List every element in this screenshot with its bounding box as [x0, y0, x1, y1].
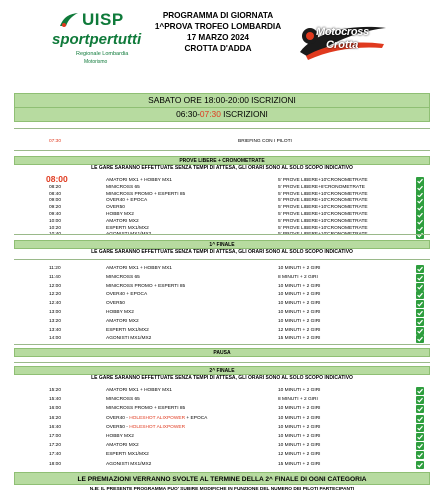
row-class-name: MINICROSS 65	[106, 274, 140, 280]
row-time: 08:40	[49, 191, 62, 197]
divider	[14, 344, 430, 345]
row-duration: 5' PROVE LIBERE+8'CRONOMETRATE	[278, 184, 365, 190]
program-disclaimer: N.B: IL PRESENTE PROGRAMMA PUO' SUBIRE MODIFICHE IN FUNZIONE DEL NUMERO DEI PILOTI PARTECIPANTI	[89, 487, 355, 492]
section-prove-libere: PROVE LIBERE + CRONOMETRATE	[14, 156, 430, 165]
row-time: 13:20	[49, 318, 62, 324]
row-duration: 10 MINUTI + 2 GIRI	[278, 406, 321, 412]
row-class-name: MINICROSS PROMO + ESPERTI 85	[106, 191, 186, 197]
schedule-row	[14, 230, 430, 240]
row-class-name: AGONISTI MX1/MX2	[106, 336, 152, 342]
row-class-name: ESPERTI MX1/MX2	[106, 225, 149, 231]
divider	[14, 259, 430, 260]
iscrizioni-sunday	[14, 107, 430, 122]
row-duration: 10 MINUTI + 2 GIRI	[278, 318, 321, 324]
check-icon	[416, 461, 424, 469]
iscr-time-end: 07:30	[199, 109, 221, 119]
row-class-name: AMATORI MX1 + HOBBY MX1	[106, 178, 172, 183]
briefing-text: BRIEFING CON I PILOTI	[238, 139, 292, 144]
schedule-row	[14, 334, 430, 344]
row-class-suffix: + EPOCA	[185, 415, 208, 421]
divider	[14, 362, 430, 363]
row-time: 13:40	[49, 327, 62, 333]
row-class-name: ESPERTI MX1/MX2	[106, 327, 149, 333]
check-icon	[416, 309, 424, 317]
notice-text: LE GARE SARANNO EFFETTUATE SENZA TEMPI DI ATTESA, GLI ORARI SONO AL SOLO SCOPO INDICATIVO	[91, 375, 353, 381]
briefing-time: 07:30	[49, 139, 62, 144]
row-class-name: HOBBY MX2	[106, 310, 134, 315]
row-class-holeshot: HOLESHOT ALIXPOWER	[129, 415, 186, 421]
row-duration: 10 MINUTI + 2 GIRI	[278, 424, 321, 430]
row-duration: 10 MINUTI + 2 GIRI	[278, 301, 321, 307]
check-icon	[416, 327, 424, 335]
row-duration: 10 MINUTI + 2 GIRI	[278, 283, 321, 289]
page-title	[148, 10, 288, 54]
check-icon	[416, 318, 424, 326]
briefing-row	[14, 137, 430, 147]
row-duration: 5' PROVE LIBERE+10'CRONOMETRATE	[278, 178, 368, 183]
row-class-name: HOBBY MX2	[106, 212, 134, 217]
row-class-name: AMATORI MX1 + HOBBY MX1	[106, 388, 172, 393]
row-class	[106, 334, 151, 344]
check-icon	[416, 231, 424, 239]
row-duration: 12 MINUTI + 2 GIRI	[278, 327, 321, 333]
title-line-1: PROGRAMMA DI GIORNATA	[162, 11, 274, 20]
row-class-name: AMATORI MX2	[106, 218, 139, 224]
row-duration: 8 MINUTI + 2 GIRI	[278, 397, 318, 403]
row-time: 17:40	[49, 452, 62, 458]
row-time: 09:00	[49, 198, 62, 204]
row-class-name: AMATORI MX1 + HOBBY MX1	[106, 266, 172, 271]
awards-notice: LE PREMIAZIONI VERRANNO SVOLTE AL TERMINE DELLA 2^ FINALE DI OGNI CATEGORIA	[14, 472, 430, 485]
row-class-name: AGONISTI MX1/MX2	[106, 461, 152, 467]
logo-text-motocross: Motocross	[316, 26, 369, 38]
uisp-flame-icon	[58, 12, 80, 28]
row-time: 12:40	[49, 301, 62, 307]
title-line-3: 17 MARZO 2024	[187, 33, 249, 42]
check-icon	[416, 265, 424, 273]
row-time: 12:00	[49, 283, 62, 289]
row-duration: 5' PROVE LIBERE+10'CRONOMETRATE	[278, 191, 368, 197]
row-time: 16:40	[49, 424, 62, 430]
row-duration: 10 MINUTI + 2 GIRI	[278, 443, 321, 449]
iscrizioni-saturday: SABATO ORE 18:00-20:00 ISCRIZIONI	[14, 93, 430, 108]
section-finale-1: 1^ FINALE	[14, 240, 430, 249]
row-class-name: AMATORI MX2	[106, 318, 139, 324]
row-class-name: MINICROSS PROMO + ESPERTI 85	[106, 406, 186, 412]
check-icon	[416, 387, 424, 395]
title-line-2: 1^PROVA TROFEO LOMBARDIA	[154, 22, 282, 31]
check-icon	[416, 300, 424, 308]
row-duration: 8 MINUTI + 2 GIRI	[278, 274, 318, 280]
row-class	[106, 230, 151, 240]
row-class-name: OVER40 -	[106, 415, 130, 421]
row-time: 15:40	[49, 397, 62, 403]
logo-text-crotta: Crotta	[326, 39, 359, 51]
row-duration: 5' PROVE LIBERE+10'CRONOMETRATE	[278, 198, 368, 204]
check-icon	[416, 442, 424, 450]
uisp-tagline: sportpertutti	[52, 31, 142, 48]
row-time: 16:00	[49, 406, 62, 412]
row-duration: 15 MINUTI + 2 GIRI	[278, 336, 321, 342]
row-class-name: OVER50 -	[106, 424, 130, 430]
row-time: 10:20	[49, 225, 62, 231]
row-class-name: OVER50	[106, 205, 125, 211]
check-icon	[416, 291, 424, 299]
iscr-time-start: 06:30-	[176, 109, 200, 119]
check-icon	[416, 396, 424, 404]
section-finale-2: 2^ FINALE	[14, 366, 430, 375]
check-icon	[416, 335, 424, 343]
check-icon	[416, 405, 424, 413]
row-class	[106, 460, 151, 470]
check-icon	[416, 415, 424, 423]
row-duration: 12 MINUTI + 2 GIRI	[278, 452, 321, 458]
row-class-name: MINICROSS 65	[106, 184, 140, 190]
row-time: 08:00	[46, 174, 68, 184]
motocross-crotta-logo	[296, 22, 388, 62]
row-time: 09:20	[49, 205, 62, 211]
row-duration: 5' PROVE LIBERE+10'CRONOMETRATE	[278, 212, 368, 217]
row-duration: 10 MINUTI + 2 GIRI	[278, 292, 321, 298]
check-icon	[416, 424, 424, 432]
notice-text: LE GARE SARANNO EFFETTUATE SENZA TEMPI DI ATTESA, GLI ORARI SONO AL SOLO SCOPO INDICATIVO	[91, 249, 353, 255]
section-pausa: PAUSA	[14, 348, 430, 357]
row-time: 09:40	[49, 212, 62, 217]
row-class-name: MINICROSS PROMO + ESPERTI 85	[106, 283, 186, 289]
check-icon	[416, 451, 424, 459]
row-duration: 15 MINUTI + 2 GIRI	[278, 461, 321, 467]
row-time: 15:20	[49, 388, 62, 393]
divider	[14, 150, 430, 151]
row-duration: 5' PROVE LIBERE+10'CRONOMETRATE	[278, 232, 368, 238]
row-class-name: AGONISTI MX1/MX2	[106, 232, 152, 238]
row-class-name: OVER40 + EPOCA	[106, 292, 148, 298]
row-duration: 5' PROVE LIBERE+10'CRONOMETRATE	[278, 205, 368, 211]
uisp-sub-motor: Motorismo	[84, 59, 108, 65]
row-class-name: OVER50	[106, 301, 125, 307]
row-time: 14:00	[49, 336, 62, 342]
uisp-wordmark: UISP	[82, 10, 124, 29]
row-duration: 5' PROVE LIBERE+10'CRONOMETRATE	[278, 218, 368, 224]
row-class-name: MINICROSS 65	[106, 397, 140, 403]
row-time: 10:40	[49, 232, 62, 238]
row-duration: 10 MINUTI + 2 GIRI	[278, 434, 321, 439]
row-duration: 10 MINUTI + 2 GIRI	[278, 388, 321, 393]
iscr-label: ISCRIZIONI	[220, 109, 268, 119]
divider	[14, 128, 430, 129]
row-time: 11:20	[49, 266, 61, 271]
row-class-holeshot: HOLESHOT ALIXPOWER	[129, 424, 186, 430]
row-class-name: AMATORI MX2	[106, 443, 139, 449]
schedule-row	[14, 460, 430, 470]
row-class-name: OVER40 + EPOCA	[106, 198, 148, 204]
row-class-name: ESPERTI MX1/MX2	[106, 452, 149, 458]
row-time: 17:00	[49, 434, 62, 439]
row-duration: 10 MINUTI + 2 GIRI	[278, 266, 321, 271]
row-time: 12:20	[49, 292, 62, 298]
row-time: 13:00	[49, 310, 62, 315]
row-time: 17:20	[49, 443, 62, 449]
check-icon	[416, 433, 424, 441]
notice-text: LE GARE SARANNO EFFETTUATE SENZA TEMPI DI ATTESA, GLI ORARI SONO AL SOLO SCOPO INDICATIVO	[91, 165, 353, 171]
row-duration: 10 MINUTI + 2 GIRI	[278, 415, 321, 421]
row-duration: 5' PROVE LIBERE+10'CRONOMETRATE	[278, 225, 368, 231]
row-class-name: HOBBY MX2	[106, 434, 134, 439]
title-line-4: CROTTA D'ADDA	[184, 44, 252, 53]
row-time: 11:40	[49, 274, 61, 280]
check-icon	[416, 274, 424, 282]
check-icon	[416, 283, 424, 291]
row-time: 08:20	[49, 184, 62, 190]
row-duration: 10 MINUTI + 2 GIRI	[278, 310, 321, 315]
row-time: 16:20	[49, 415, 62, 421]
uisp-sub-region: Regionale Lombardia	[76, 51, 129, 57]
row-time: 18:00	[49, 461, 62, 467]
header	[0, 0, 442, 88]
row-time: 10:00	[49, 218, 62, 224]
